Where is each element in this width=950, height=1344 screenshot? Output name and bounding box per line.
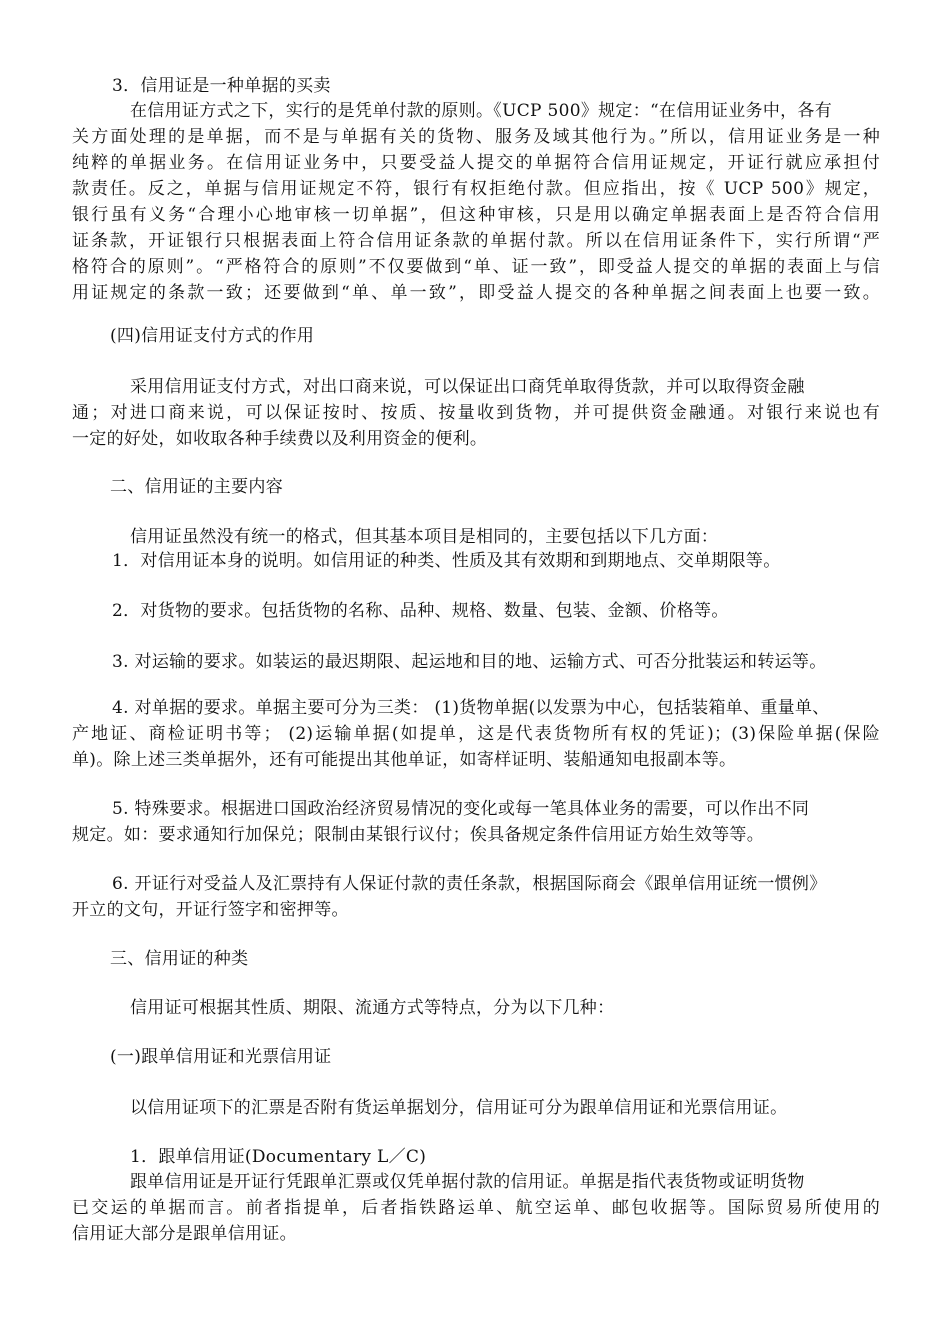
list-item: 单)。除上述三类单据外，还有可能提出其他单证，如寄样证明、装船通知电报副本等。 — [72, 750, 737, 770]
list-item: 3. 对运输的要求。如装运的最迟期限、起运地和目的地、运输方式、可否分批装运和转运等。 — [112, 652, 827, 672]
paragraph-line: 信用证大部分是跟单信用证。 — [72, 1224, 297, 1244]
list-item: 开立的文句，开证行签字和密押等。 — [72, 900, 349, 920]
paragraph-line: 信用证可根据其性质、期限、流通方式等特点，分为以下几种： — [130, 998, 615, 1018]
paragraph-line: 信用证虽然没有统一的格式，但其基本项目是相同的，主要包括以下几方面： — [130, 527, 719, 547]
list-item: 4. 对单据的要求。单据主要可分为三类： (1)货物单据(以发票为中心，包括装箱单、重量单、 — [112, 698, 830, 718]
part-heading-main-contents: 二、信用证的主要内容 — [110, 477, 283, 497]
section-heading-documents-trade: 3．信用证是一种单据的买卖 — [112, 76, 331, 96]
list-item: 6. 开证行对受益人及汇票持有人保证付款的责任条款，根据国际商会《跟单信用证统一惯例》 — [112, 874, 827, 894]
paragraph-line: 纯粹的单据业务。在信用证业务中，只要受益人提交的单据符合信用证规定，开证行就应承担付 — [72, 153, 880, 173]
paragraph-line: 已交运的单据而言。前者指提单，后者指铁路运单、航空运单、邮包收据等。国际贸易所使用的 — [72, 1198, 880, 1218]
paragraph-line: 跟单信用证是开证行凭跟单汇票或仅凭单据付款的信用证。单据是指代表货物或证明货物 — [130, 1172, 805, 1192]
part-heading-types: 三、信用证的种类 — [110, 949, 249, 969]
paragraph-line: 以信用证项下的汇票是否附有货运单据划分，信用证可分为跟单信用证和光票信用证。 — [130, 1098, 788, 1118]
paragraph-line: 款责任。反之，单据与信用证规定不符，银行有权拒绝付款。但应指出，按《 UCP 500》规定， — [72, 179, 880, 199]
subsection-heading: 1．跟单信用证(Documentary L／C) — [130, 1147, 427, 1167]
paragraph-line: 采用信用证支付方式，对出口商来说，可以保证出口商凭单取得货款，并可以取得资金融 — [130, 377, 805, 397]
list-item: 1．对信用证本身的说明。如信用证的种类、性质及其有效期和到期地点、交单期限等。 — [112, 551, 781, 571]
paragraph-line: 在信用证方式之下，实行的是凭单付款的原则。《UCP 500》规定：“在信用证业务中，各有 — [130, 101, 833, 121]
paragraph-line: 银行虽有义务“合理小心地审核一切单据”，但这种审核，只是用以确定单据表面上是否符合信用 — [72, 205, 880, 225]
list-item: 5. 特殊要求。根据进口国政治经济贸易情况的变化或每一笔具体业务的需要，可以作出不同 — [112, 799, 810, 819]
list-item: 产地证、商检证明书等； (2)运输单据(如提单，这是代表货物所有权的凭证)；(3)保险单据(保险 — [72, 724, 880, 744]
paragraph-line: 一定的好处，如收取各种手续费以及利用资金的便利。 — [72, 429, 488, 449]
paragraph-line: 证条款，开证银行只根据表面上符合信用证条款的单据付款。所以在信用证条件下，实行所谓“严 — [72, 231, 880, 251]
subsection-heading: (一)跟单信用证和光票信用证 — [110, 1047, 332, 1067]
paragraph-line: 关方面处理的是单据，而不是与单据有关的货物、服务及域其他行为。”所以，信用证业务是一种 — [72, 127, 880, 147]
paragraph-line: 用证规定的条款一致；还要做到“单、单一致”，即受益人提交的各种单据之间表面上也要一致。 — [72, 283, 880, 303]
section-heading-function: (四)信用证支付方式的作用 — [110, 326, 315, 346]
paragraph-line: 格符合的原则”。“严格符合的原则”不仅要做到“单、证一致”，即受益人提交的单据的表面上与信 — [72, 257, 880, 277]
paragraph-line: 通；对进口商来说，可以保证按时、按质、按量收到货物，并可提供资金融通。对银行来说也有 — [72, 403, 880, 423]
list-item: 2．对货物的要求。包括货物的名称、品种、规格、数量、包装、金额、价格等。 — [112, 601, 729, 621]
list-item: 规定。如：要求通知行加保兑；限制由某银行议付；俟具备规定条件信用证方始生效等等。 — [72, 825, 764, 845]
